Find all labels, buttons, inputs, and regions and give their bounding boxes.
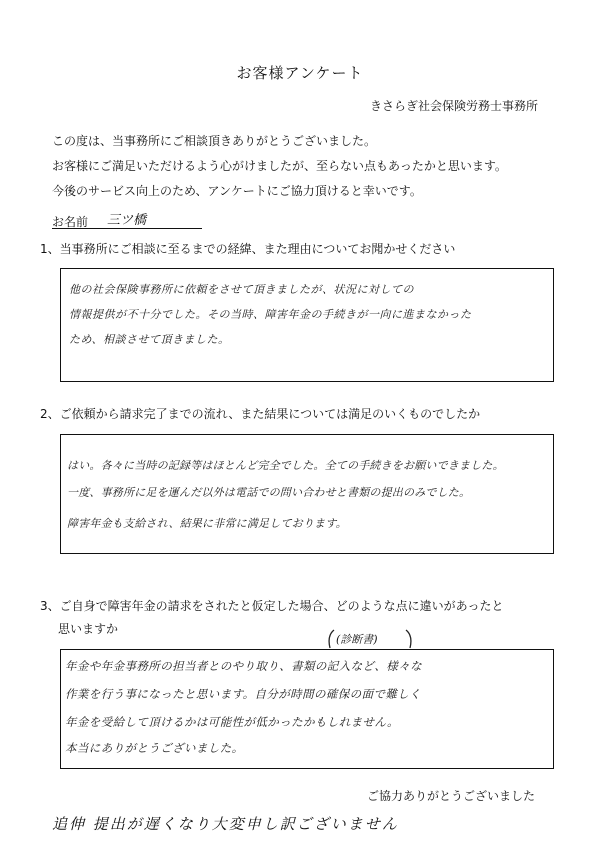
question-3: 3、ご自身で障害年金の請求をされたと仮定した場合、どのような点に違いがあったと — [40, 599, 504, 613]
question-2: 2、ご依頼から請求完了までの流れ、また結果については満足のいくものでしたか — [40, 407, 481, 421]
survey-title: お客様アンケート — [236, 64, 364, 82]
answer-box-1 — [60, 268, 554, 382]
correction-note — [326, 628, 414, 650]
answer-3-line: 本当にありがとうございました。 — [65, 741, 244, 755]
answer-3-line: 年金や年金事務所の担当者とのやり取り、書類の記入など、様々な — [65, 659, 422, 673]
thanks-text: ご協力ありがとうございました — [366, 789, 535, 803]
question-1: 1、当事務所にご相談に至るまでの経緯、また理由についてお聞かせください — [40, 242, 456, 256]
answer-1-line: 情報提供が不十分でした。その当時、障害年金の手続きが一向に進まなかった — [69, 308, 472, 321]
correction-text: (診断書) — [336, 633, 378, 646]
answer-3-line: 作業を行う事になったと思います。自分が時間の確保の面で難しく — [65, 687, 422, 701]
intro-line: お客様にご満足いただけるよう心がけましたが、至らない点もあったかと思います。 — [52, 159, 507, 173]
answer-2-line: 障害年金も支給され、結果に非常に満足しております。 — [67, 517, 347, 530]
answer-2-line: 一度、事務所に足を運んだ以外は電話での問い合わせと書類の提出のみでした。 — [67, 486, 471, 499]
question-3-continued: 思いますか — [58, 622, 119, 636]
name-label: お名前 — [52, 215, 89, 229]
name-underline — [52, 228, 202, 229]
answer-box-3 — [60, 649, 554, 769]
postscript-note: 追伸 提出が遅くなり大変申し訳ございません — [52, 815, 399, 833]
answer-1-line: 他の社会保険事務所に依頼をさせて頂きましたが、状況に対しての — [69, 283, 414, 296]
answer-box-2 — [60, 434, 554, 554]
answer-3-line: 年金を受給して頂けるかは可能性が低かったかもしれません。 — [65, 715, 399, 729]
name-value: 三ツ橋 — [107, 213, 147, 228]
intro-line: 今後のサービス向上のため、アンケートにご協力頂けると幸いです。 — [52, 184, 422, 198]
office-name: きさらぎ社会保険労務士事務所 — [369, 99, 538, 113]
answer-2-line: はい。各々に当時の記録等はほとんど完全でした。全ての手続きをお願いできました。 — [67, 459, 504, 472]
answer-1-line: ため、相談させて頂きました。 — [69, 333, 230, 346]
intro-line: この度は、当事務所にご相談頂きありがとうございました。 — [52, 134, 377, 148]
